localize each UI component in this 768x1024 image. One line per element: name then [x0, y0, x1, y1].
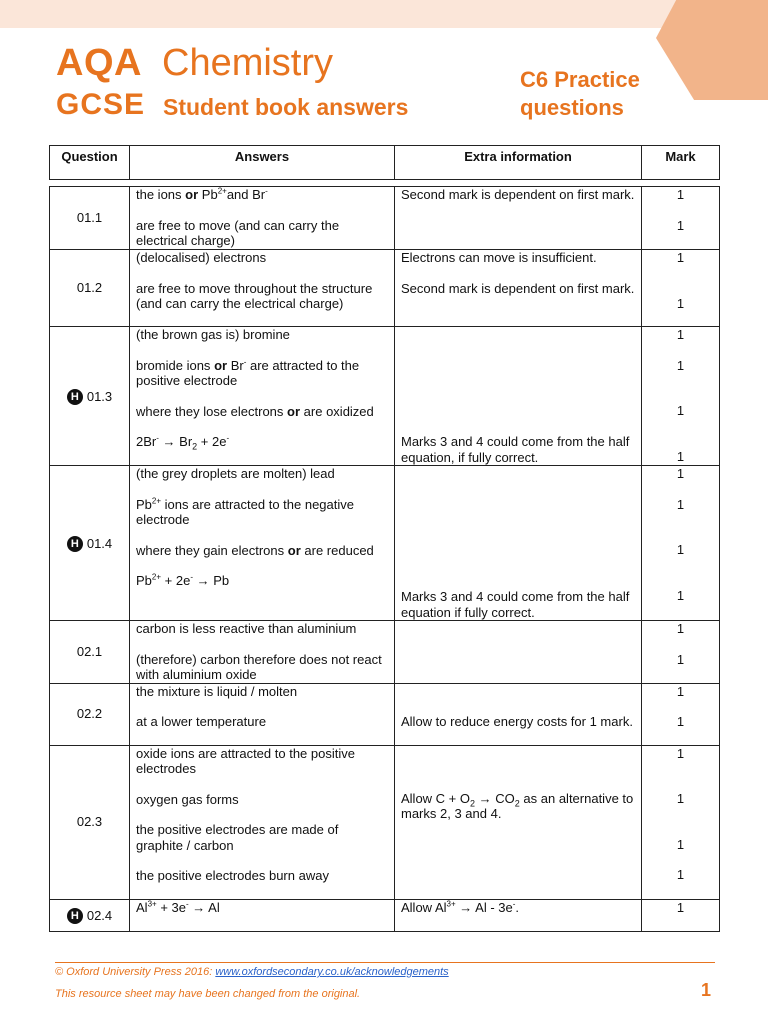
table-row	[50, 250, 720, 327]
page-number: 1	[701, 980, 712, 1000]
col-header-mark: Mark	[642, 146, 720, 180]
answers-table	[49, 186, 720, 932]
table-row	[50, 621, 720, 684]
higher-tier-icon: H	[67, 389, 83, 405]
col-header-answers: Answers	[130, 146, 395, 180]
question-number: 02.3	[50, 745, 130, 899]
question-number: H 02.4	[50, 899, 130, 931]
section-title	[520, 66, 640, 122]
brand-subject: Chemistry	[162, 42, 334, 84]
header-band	[0, 0, 768, 28]
brand-aqa: AQA	[56, 42, 142, 84]
mark-cell: 1 1	[642, 250, 720, 327]
mark-cell: 1 1 1 1	[642, 466, 720, 621]
table-row	[50, 187, 720, 250]
question-number: 02.2	[50, 683, 130, 745]
section-title-line2: questions	[520, 95, 624, 120]
table-row	[50, 745, 720, 899]
table-row	[50, 683, 720, 745]
higher-tier-icon: H	[67, 908, 83, 924]
answer-cell: (delocalised) electrons are free to move throughout the structure (and can carry the electrical charge)	[130, 250, 395, 327]
brand-subtitle: Student book answers	[163, 94, 409, 120]
mark-cell: 1 1	[642, 187, 720, 250]
answer-cell: $Al^{3+} + 3e^- \to Al$	[130, 899, 395, 931]
extra-info-cell: Marks 3 and 4 could come from the half equation, if fully correct.	[395, 327, 642, 466]
question-number: H 01.3	[50, 327, 130, 466]
table-row	[50, 899, 720, 931]
table-row	[50, 327, 720, 466]
acknowledgements-link[interactable]: www.oxfordsecondary.co.uk/acknowledgements	[215, 966, 449, 978]
extra-info-cell: Allow to reduce energy costs for 1 mark.	[395, 683, 642, 745]
question-number: 02.1	[50, 621, 130, 684]
extra-info-cell: Marks 3 and 4 could come from the half equation if fully correct.	[395, 466, 642, 621]
answer-cell: oxide ions are attracted to the positive electrodes oxygen gas forms the positive electrodes are made of graphite / carbon the positive electrodes burn away	[130, 745, 395, 899]
question-number: 01.2	[50, 250, 130, 327]
table-row	[50, 466, 720, 621]
answer-cell: carbon is less reactive than aluminium (therefore) carbon therefore does not react with aluminium oxide	[130, 621, 395, 684]
answer-cell: the ions or $Pb^{2+}and$ Br- are free to move (and can carry the electrical charge)	[130, 187, 395, 250]
extra-info-cell: Electrons can move is insufficient. Second mark is dependent on first mark.	[395, 250, 642, 327]
corner-tab-decoration	[656, 0, 768, 100]
question-number: 01.1	[50, 187, 130, 250]
footer-notice: This resource sheet may have been changed from the original.	[55, 988, 361, 1000]
mark-cell: 1 1 1 1	[642, 745, 720, 899]
extra-info-cell: Allow $C + O_2 \to CO_2$ as an alternative to marks 2, 3 and 4.	[395, 745, 642, 899]
answer-cell: the mixture is liquid / molten at a lower temperature	[130, 683, 395, 745]
footer-copyright: © Oxford University Press 2016: www.oxfordsecondary.co.uk/acknowledgements	[55, 966, 449, 978]
mark-cell: 1 1	[642, 621, 720, 684]
col-header-extra: Extra information	[395, 146, 642, 180]
brand-level: GCSE	[56, 88, 146, 121]
mark-cell: 1 1	[642, 683, 720, 745]
extra-info-cell: Second mark is dependent on first mark.	[395, 187, 642, 250]
footer-divider	[55, 962, 715, 963]
answer-cell: (the grey droplets are molten) lead $Pb^{2+}$ ions are attracted to the negative electrode where they gain electrons or are reduced $Pb^{2+} + 2e^- \to Pb$	[130, 466, 395, 621]
question-number: H 01.4	[50, 466, 130, 621]
column-header-table	[49, 145, 720, 180]
extra-info-cell	[395, 621, 642, 684]
extra-info-cell: Allow $Al^{3+} \to Al - 3e^-$.	[395, 899, 642, 931]
section-title-line1: C6 Practice	[520, 67, 640, 92]
higher-tier-icon: H	[67, 536, 83, 552]
mark-cell: 1 1 1 1	[642, 327, 720, 466]
answer-cell: (the brown gas is) bromine bromide ions or Br- are attracted to the positive electrode where they lose electrons or are oxidized $2Br^- \to Br_2 + 2e^-$	[130, 327, 395, 466]
mark-cell: 1	[642, 899, 720, 931]
col-header-question: Question	[50, 146, 130, 180]
